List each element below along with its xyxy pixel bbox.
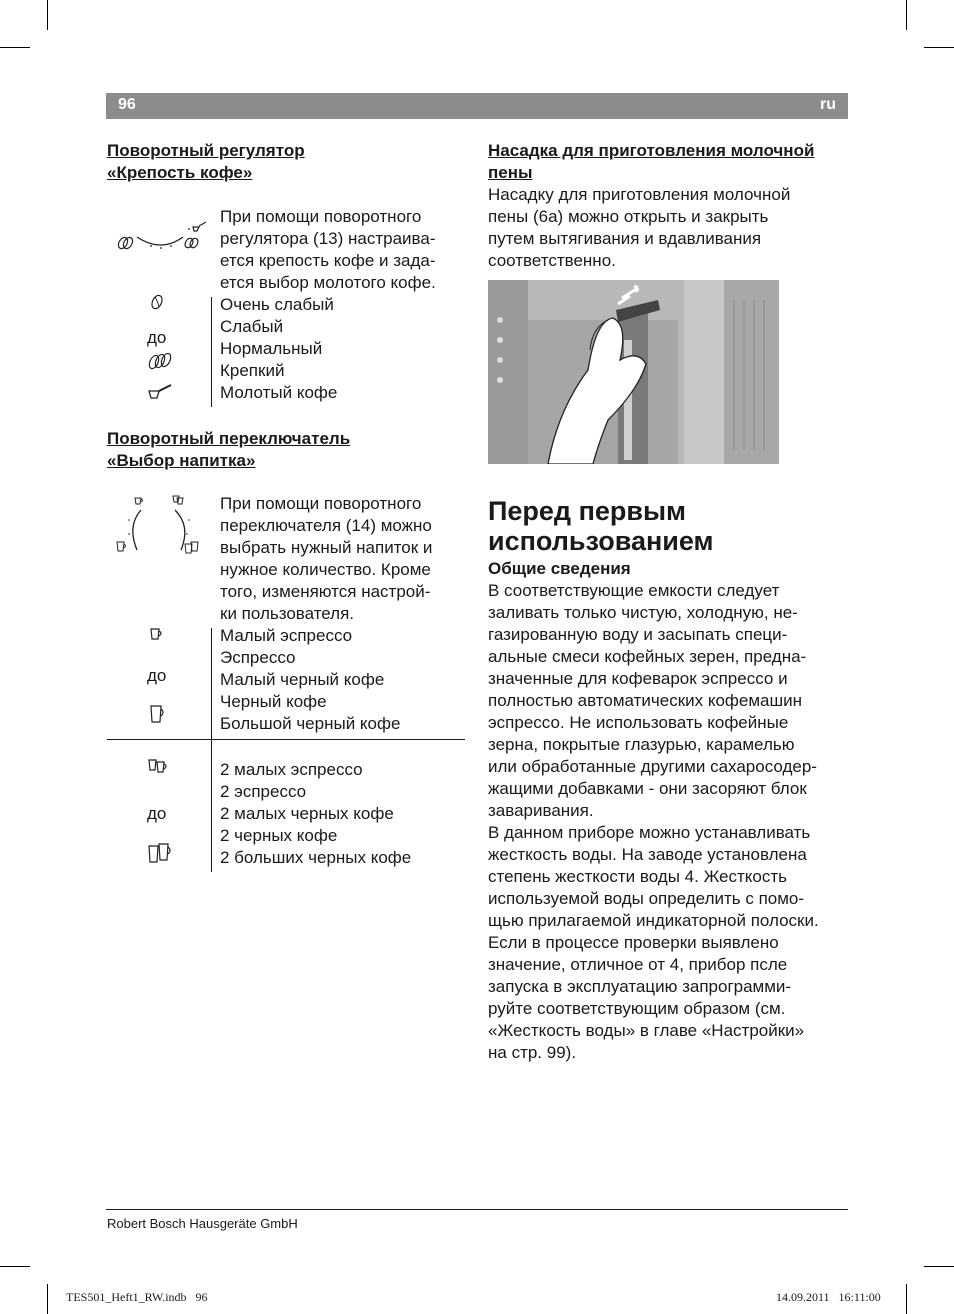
crop-mark (0, 1266, 30, 1267)
paragraph-line: щью прилагаемой индикаторной полоски. (488, 911, 819, 930)
paragraph-line: значение, отличное от 4, прибор псле (488, 955, 788, 974)
crop-mark (924, 47, 954, 48)
paragraph-line: заваривания. (488, 801, 594, 820)
chapter-title: использованием (488, 526, 714, 556)
range-word: до (147, 804, 167, 823)
section-title: «Крепость кофе» (107, 163, 253, 182)
range-word: до (147, 328, 167, 347)
description-line: При помощи поворотного (220, 494, 422, 513)
section-title: Насадка для приготовления молочной (488, 141, 815, 160)
crop-mark (924, 1266, 954, 1267)
paragraph-line: значенные для кофеварок эспрессо и (488, 669, 788, 688)
dial-strength-icon (113, 213, 209, 253)
milk-frother-photo (488, 280, 779, 464)
page-header (106, 93, 848, 119)
description-line: переключателя (14) можно (220, 516, 432, 535)
paragraph-line: путем вытягивания и вдавливания (488, 229, 762, 248)
drink-option: Большой черный кофе (220, 714, 401, 733)
description-line: выбрать нужный напиток и (220, 538, 433, 557)
paragraph-line: запуска в эксплуатацию запрограмми- (488, 977, 792, 996)
section-title: Поворотный переключатель (107, 429, 351, 448)
paragraph-line: эспрессо. Не использовать кофейные (488, 713, 789, 732)
drink-option: Малый черный кофе (220, 670, 385, 689)
paragraph-line: В соответствующие емкости следует (488, 581, 780, 600)
one-bean-icon (149, 293, 165, 311)
description-line: регулятора (13) настраива- (220, 229, 436, 248)
drink-option: Малый эспрессо (220, 626, 353, 645)
section-title: Поворотный регулятор (107, 141, 305, 160)
drink-option: 2 малых эспрессо (220, 760, 363, 779)
drink-option: 2 черных кофе (220, 826, 338, 845)
paragraph-line: заливать только чистую, холодную, не- (488, 603, 798, 622)
strength-option: Нормальный (220, 339, 323, 358)
language-code: ru (820, 96, 836, 113)
drink-option: 2 малых черных кофе (220, 804, 394, 823)
first-use-section (488, 496, 850, 1064)
column-divider (211, 628, 212, 872)
paragraph-line: полностью автоматических кофемашин (488, 691, 803, 710)
subsection-title: Общие сведения (488, 559, 631, 578)
print-slug-date: 14.09.2011 16:11:00 (776, 1290, 881, 1304)
description-line: При помощи поворотного (220, 207, 422, 226)
crop-mark (906, 1284, 907, 1314)
paragraph-line: жесткость воды. На заводе установлена (488, 845, 807, 864)
paragraph-line: газированную воду и засыпать специ- (488, 625, 788, 644)
footer-divider (106, 1209, 848, 1210)
drink-option: 2 эспрессо (220, 782, 307, 801)
paragraph-line: руйте соответствующим образом (см. (488, 999, 786, 1018)
strength-dial-block (107, 205, 465, 410)
right-column (488, 140, 848, 272)
strength-option: Слабый (220, 317, 284, 336)
description-line: ки пользователя. (220, 604, 355, 623)
paragraph-line: или обработанные другими сахаросодер- (488, 757, 817, 776)
paragraph-line: «Жесткость воды» в главе «Настройки» (488, 1021, 805, 1040)
paragraph-line: используемой воды определить с помо- (488, 889, 805, 908)
paragraph-line: степень жесткости воды 4. Жесткость (488, 867, 788, 886)
range-word: до (147, 666, 167, 685)
paragraph-line: Если в процессе проверки выявлено (488, 933, 779, 952)
paragraph-line: зерна, покрытые глазурью, карамелью (488, 735, 795, 754)
paragraph-line: пены (6a) можно открыть и закрыть (488, 207, 769, 226)
small-cup-icon (149, 627, 165, 641)
crop-mark (47, 0, 48, 30)
strength-option: Очень слабый (220, 295, 334, 314)
crop-mark (0, 47, 30, 48)
three-beans-icon (147, 351, 173, 371)
dial-drink-icon (111, 492, 207, 558)
drink-section-title (107, 428, 465, 472)
chapter-title: Перед первым (488, 496, 687, 526)
description-line: нужное количество. Кроме (220, 560, 431, 579)
paragraph-line: Насадку для приготовления молочной (488, 185, 791, 204)
crop-mark (47, 1284, 48, 1314)
left-column (107, 140, 465, 184)
paragraph-line: альные смеси кофейных зерен, предна- (488, 647, 807, 666)
drink-option: Черный кофе (220, 692, 327, 711)
section-title: пены (488, 163, 533, 182)
two-small-cups-icon (147, 758, 173, 774)
crop-mark (906, 0, 907, 30)
description-line: ется крепость кофе и зада- (220, 251, 436, 270)
large-cup-icon (149, 704, 167, 724)
section-title: «Выбор напитка» (107, 451, 256, 470)
row-divider (107, 739, 465, 740)
ground-coffee-spoon-icon (147, 383, 173, 401)
paragraph-line: В данном приборе можно устанавливать (488, 823, 811, 842)
paragraph-line: соответственно. (488, 251, 616, 270)
drink-option: Эспрессо (220, 648, 296, 667)
footer-company: Robert Bosch Hausgeräte GmbH (107, 1216, 298, 1231)
strength-option: Крепкий (220, 361, 285, 380)
hand-on-frother-illustration (488, 280, 779, 464)
page-number: 96 (118, 96, 136, 113)
drink-option: 2 больших черных кофе (220, 848, 412, 867)
description-line: того, изменяются настрой- (220, 582, 431, 601)
two-large-cups-icon (147, 842, 175, 864)
strength-option: Молотый кофе (220, 383, 338, 402)
column-divider (211, 297, 212, 407)
drink-dial-block (107, 492, 465, 872)
paragraph-line: на стр. 99). (488, 1043, 577, 1062)
print-slug-file: TES501_Heft1_RW.indb 96 (66, 1290, 208, 1304)
description-line: ется выбор молотого кофе. (220, 273, 436, 292)
paragraph-line: жащими добавками - они засоряют блок (488, 779, 807, 798)
